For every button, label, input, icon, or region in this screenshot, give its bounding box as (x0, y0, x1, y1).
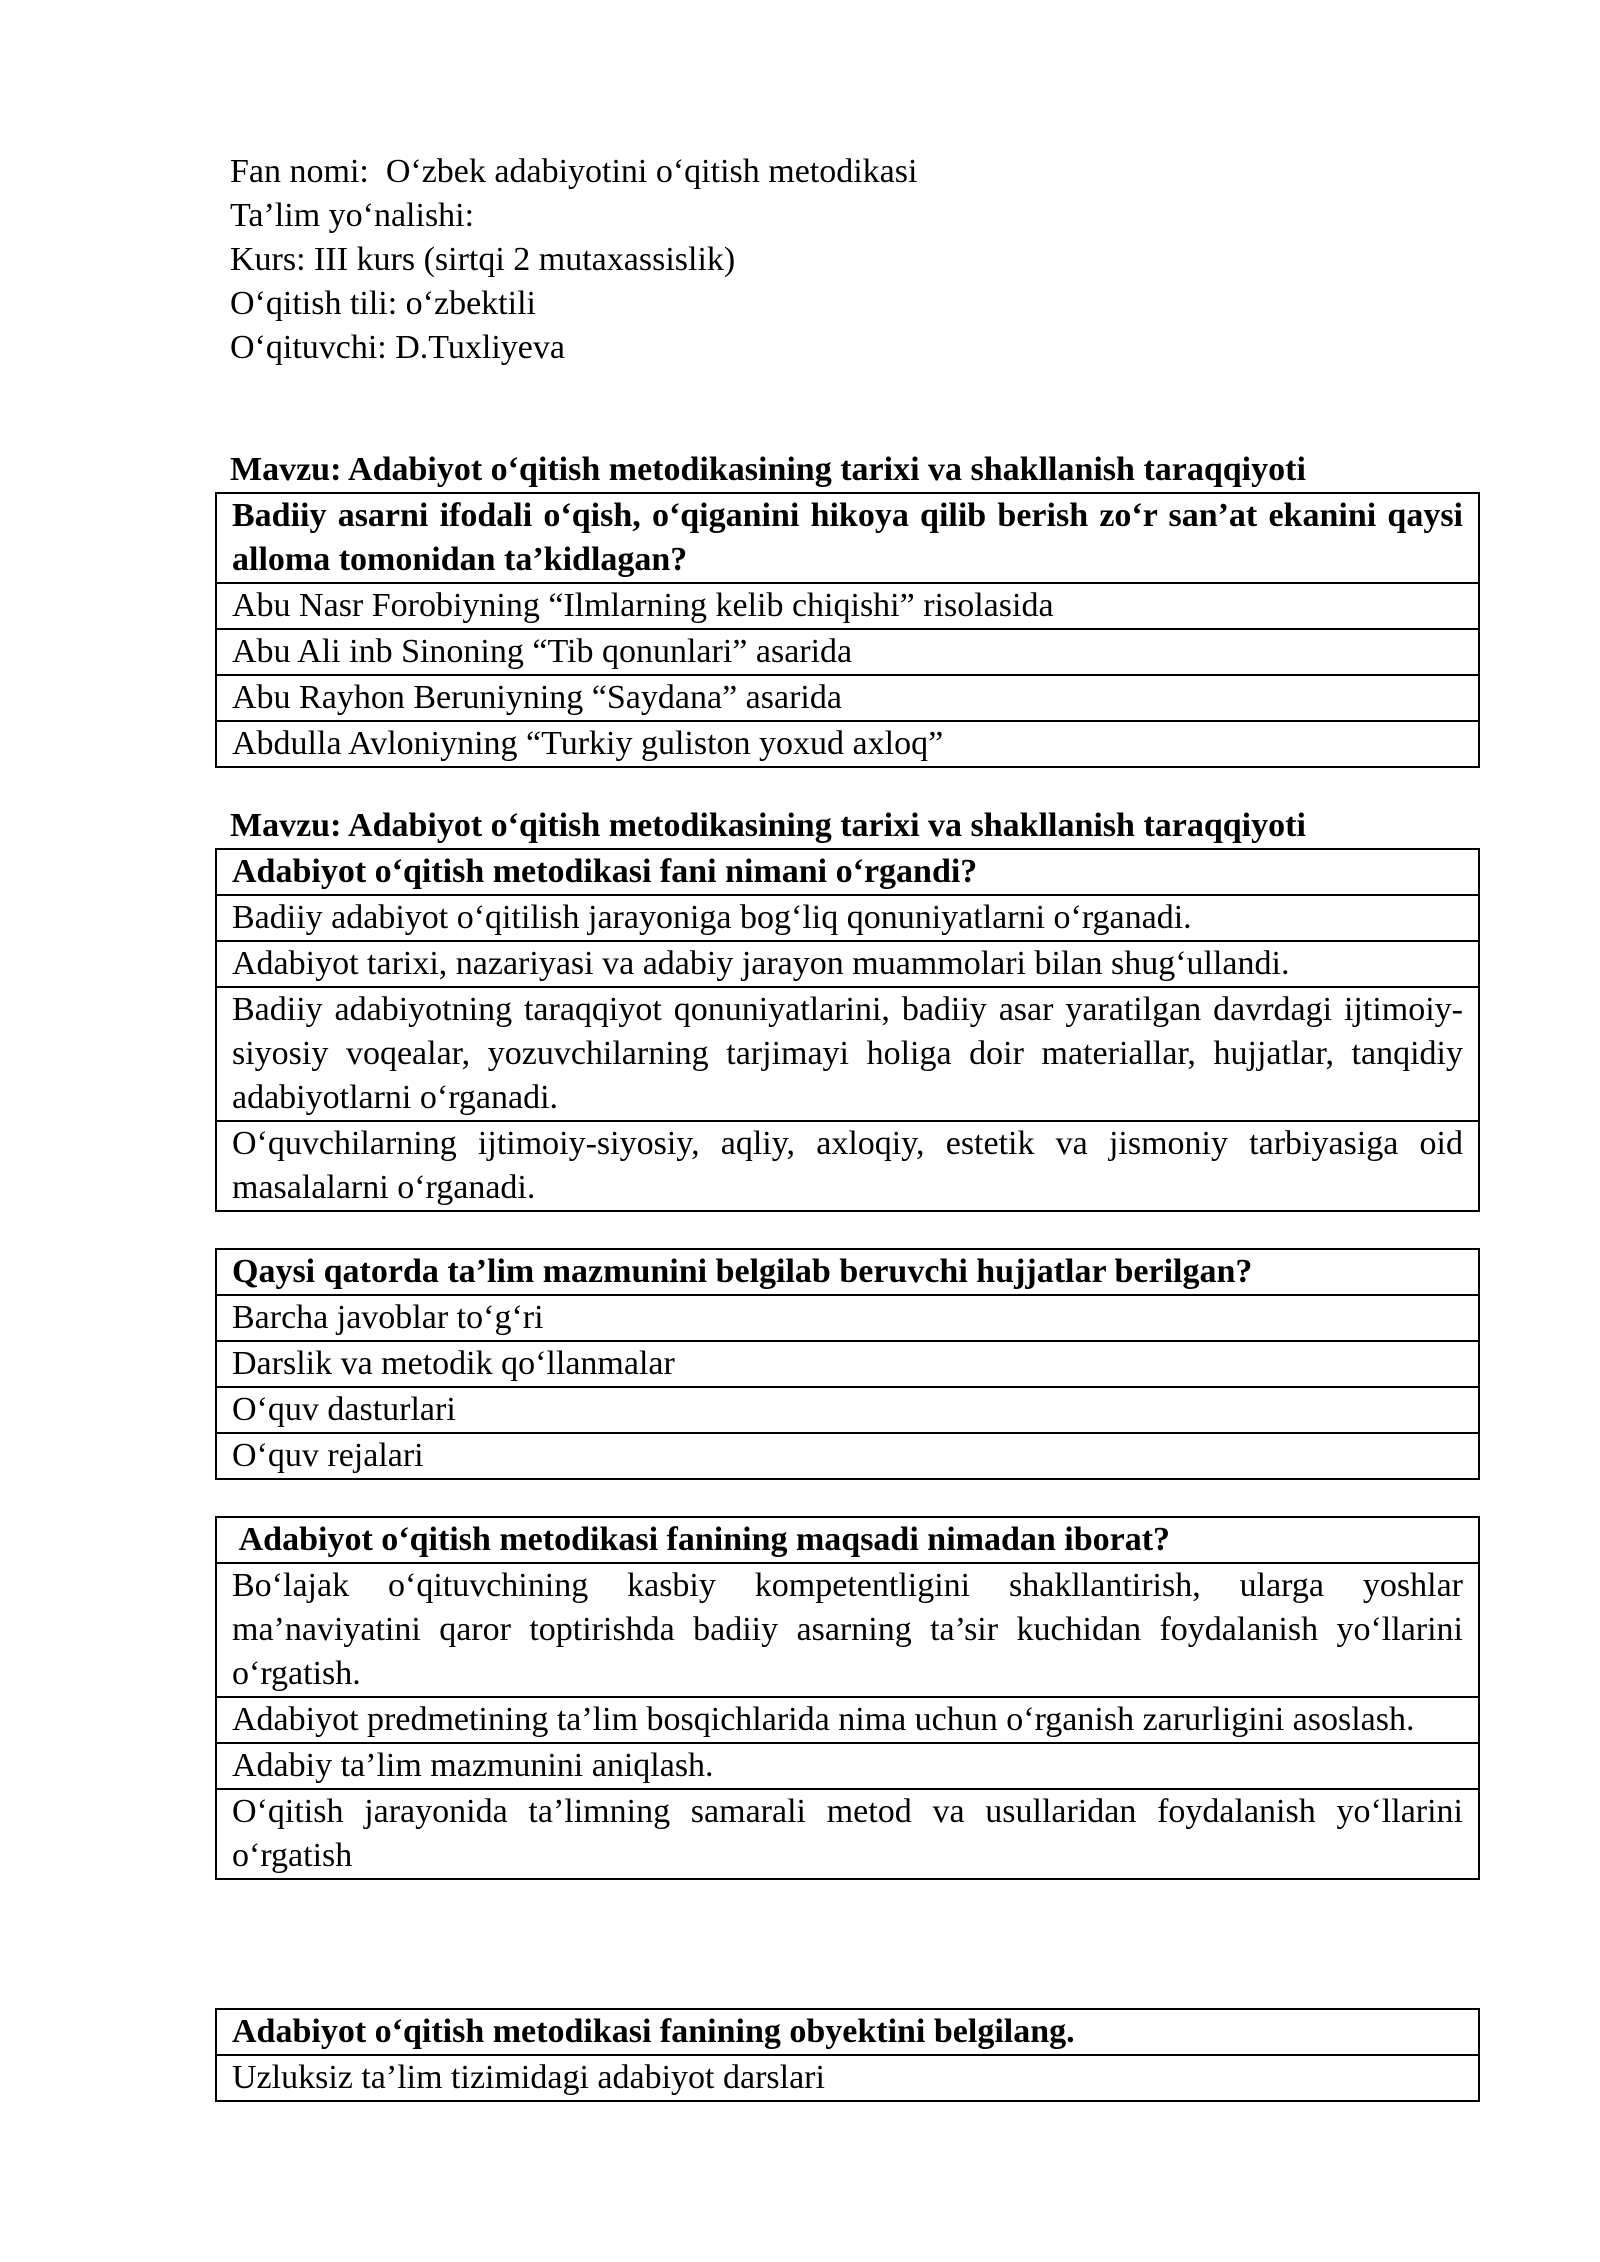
question-row (216, 849, 1479, 895)
question-row (216, 2009, 1479, 2055)
answer-option: O‘quvchilarning ijtimoiy-siyosiy, aqliy, axloqiy, estetik va jismoniy tarbiyasiga oid masalalarni o‘rganadi. (216, 1121, 1479, 1211)
answer-row (216, 1743, 1479, 1789)
course-level: Kurs: III kurs (sirtqi 2 mutaxassislik) (230, 241, 736, 278)
answer-option: Uzluksiz ta’lim tizimidagi adabiyot darslari (216, 2055, 1479, 2101)
answer-row (216, 987, 1479, 1121)
question-row (216, 1517, 1479, 1563)
answer-option: Abu Ali inb Sinoning “Tib qonunlari” asarida (216, 629, 1479, 675)
answer-row (216, 1341, 1479, 1387)
course-info (230, 150, 1480, 370)
answer-row (216, 1121, 1479, 1211)
answer-row (216, 629, 1479, 675)
question-table (215, 1516, 1480, 1880)
answer-row (216, 1697, 1479, 1743)
answer-row (216, 1387, 1479, 1433)
answer-row (216, 895, 1479, 941)
answer-option: Adabiy ta’lim mazmunini aniqlash. (216, 1743, 1479, 1789)
answer-row (216, 675, 1479, 721)
topic-heading: Mavzu: Adabiyot o‘qitish metodikasining tarixi va shakllanish taraqqiyoti (230, 451, 1306, 488)
answer-option: Bo‘lajak o‘qituvchining kasbiy kompetentligini shakllantirish, ularga yoshlar ma’naviyatini qaror toptirishda badiiy asarning ta’sir kuchidan foydalanish yo‘llarini o‘rgatish. (216, 1563, 1479, 1697)
answer-row (216, 721, 1479, 767)
answer-option: O‘quv rejalari (216, 1433, 1479, 1479)
question-text: Badiiy asarni ifodali o‘qish, o‘qiganini hikoya qilib berish zo‘r san’at ekanini qaysi alloma tomonidan ta’kidlagan? (216, 493, 1479, 583)
answer-option: Badiiy adabiyot o‘qitilish jarayoniga bog‘liq qonuniyatlarni o‘rganadi. (216, 895, 1479, 941)
answer-row (216, 1433, 1479, 1479)
question-text: Adabiyot o‘qitish metodikasi fani nimani o‘rgandi? (216, 849, 1479, 895)
teacher-name: O‘qituvchi: D.Tuxliyeva (230, 329, 565, 366)
answer-option: Badiiy adabiyotning taraqqiyot qonuniyatlarini, badiiy asar yaratilgan davrdagi ijtimoiy-siyosiy voqealar, yozuvchilarning tarjimayi holiga doir materiallar, hujjatlar, tanqidiy adabiyotlarni o‘rganadi. (216, 987, 1479, 1121)
teaching-language: O‘qitish tili: o‘zbektili (230, 285, 536, 322)
answer-option: Adabiyot tarixi, nazariyasi va adabiy jarayon muammolari bilan shug‘ullandi. (216, 941, 1479, 987)
question-table (215, 2008, 1480, 2102)
answer-row (216, 941, 1479, 987)
question-row (216, 493, 1479, 583)
answer-row (216, 1295, 1479, 1341)
answer-option: Abu Nasr Forobiyning “Ilmlarning kelib chiqishi” risolasida (216, 583, 1479, 629)
subject-name: Fan nomi: O‘zbek adabiyotini o‘qitish metodikasi (230, 153, 918, 190)
question-text: Qaysi qatorda ta’lim mazmunini belgilab beruvchi hujjatlar berilgan? (216, 1249, 1479, 1295)
answer-option: O‘quv dasturlari (216, 1387, 1479, 1433)
answer-option: Barcha javoblar to‘g‘ri (216, 1295, 1479, 1341)
question-table (215, 848, 1480, 1212)
answer-row (216, 1563, 1479, 1697)
topic-heading: Mavzu: Adabiyot o‘qitish metodikasining tarixi va shakllanish taraqqiyoti (230, 807, 1306, 844)
question-text: Adabiyot o‘qitish metodikasi fanining obyektini belgilang. (216, 2009, 1479, 2055)
question-row (216, 1249, 1479, 1295)
answer-option: Darslik va metodik qo‘llanmalar (216, 1341, 1479, 1387)
answer-row (216, 583, 1479, 629)
answer-option: Abdulla Avloniyning “Turkiy guliston yoxud axloq” (216, 721, 1479, 767)
question-text: Adabiyot o‘qitish metodikasi fanining maqsadi nimadan iborat? (216, 1517, 1479, 1563)
answer-row (216, 1789, 1479, 1879)
question-table (215, 1248, 1480, 1480)
answer-option: O‘qitish jarayonida ta’limning samarali metod va usullaridan foydalanish yo‘llarini o‘rgatish (216, 1789, 1479, 1879)
study-direction: Ta’lim yo‘nalishi: (230, 197, 475, 234)
answer-option: Abu Rayhon Beruniyning “Saydana” asarida (216, 675, 1479, 721)
answer-option: Adabiyot predmetining ta’lim bosqichlarida nima uchun o‘rganish zarurligini asoslash. (216, 1697, 1479, 1743)
question-table (215, 492, 1480, 768)
answer-row (216, 2055, 1479, 2101)
